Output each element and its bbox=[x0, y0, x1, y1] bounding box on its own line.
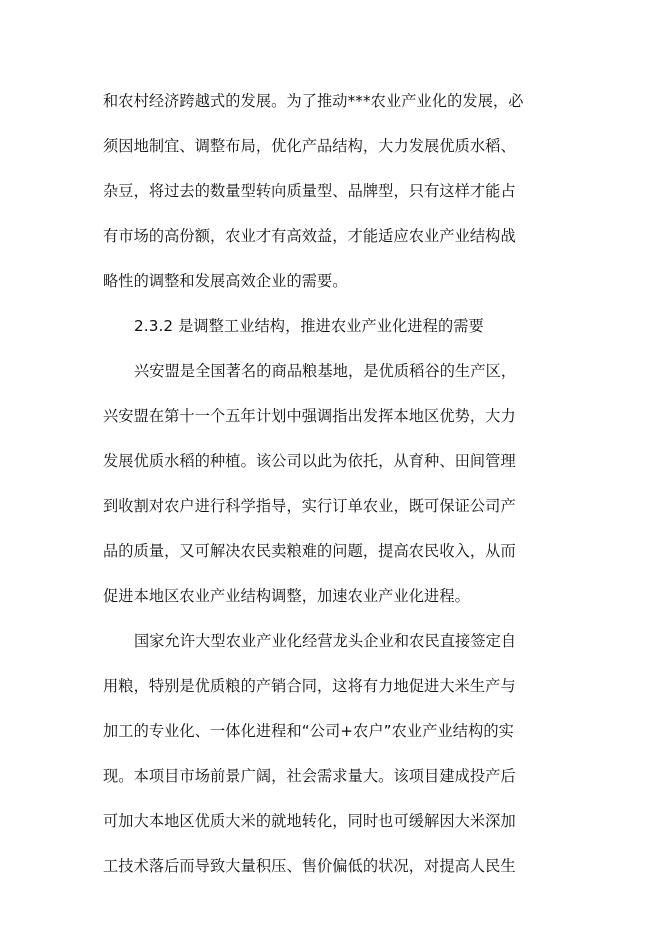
text-line: 品的质量，又可解决农民卖粮难的问题，提高农民收入，从而 bbox=[103, 542, 516, 560]
text-line: 和农村经济跨越式的发展。为了推动***农业产业化的发展，必 bbox=[103, 92, 524, 110]
text-line: 发展优质水稻的种植。该公司以此为依托，从育种、田间管理 bbox=[103, 452, 516, 470]
text-line: 兴安盟是全国著名的商品粮基地，是优质稻谷的生产区， bbox=[134, 362, 517, 380]
text-line: 用粮，特别是优质粮的产销合同，这将有力地促进大米生产与 bbox=[103, 677, 516, 695]
text-line: 加工的专业化、一体化进程和“公司+农户”农业产业结构的实 bbox=[103, 722, 514, 740]
text-line: 略性的调整和发展高效企业的需要。 bbox=[103, 272, 348, 290]
text-line: 可加大本地区优质大米的就地转化，同时也可缓解因大米深加 bbox=[103, 812, 516, 830]
text-line: 现。本项目市场前景广阔，社会需求量大。该项目建成投产后 bbox=[103, 767, 516, 785]
text-line: 兴安盟在第十一个五年计划中强调指出发挥本地区优势，大力 bbox=[103, 407, 516, 425]
text-line: 有市场的高份额，农业才有高效益，才能适应农业产业结构战 bbox=[103, 227, 516, 245]
text-line: 促进本地区农业产业结构调整，加速农业产业化进程。 bbox=[103, 587, 470, 605]
text-line: 到收割对农户进行科学指导，实行订单农业，既可保证公司产 bbox=[103, 497, 516, 515]
text-line: 杂豆，将过去的数量型转向质量型、品牌型，只有这样才能占 bbox=[103, 182, 516, 200]
text-line: 国家允许大型农业产业化经营龙头企业和农民直接签定自 bbox=[134, 632, 517, 650]
text-line: 工技术落后而导致大量积压、售价偏低的状况，对提高人民生 bbox=[103, 857, 516, 875]
text-line: 须因地制宜、调整布局，优化产品结构，大力发展优质水稻、 bbox=[103, 137, 516, 155]
section-heading: 2.3.2 是调整工业结构，推进农业产业化进程的需要 bbox=[134, 317, 484, 335]
